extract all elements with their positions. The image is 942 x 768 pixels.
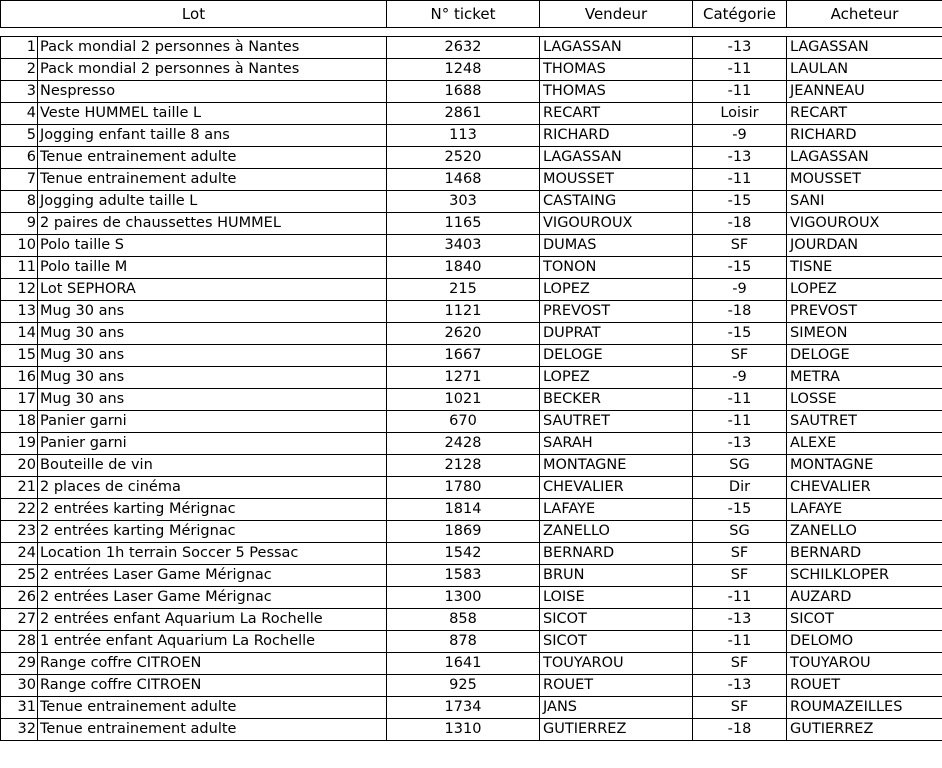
row-number[interactable]: 9	[1, 213, 38, 235]
categorie-cell[interactable]: SF	[693, 565, 787, 587]
row-number[interactable]: 18	[1, 411, 38, 433]
categorie-cell[interactable]: -15	[693, 323, 787, 345]
lot-cell[interactable]: Polo taille S	[38, 235, 387, 257]
categorie-cell[interactable]: -13	[693, 147, 787, 169]
ticket-cell[interactable]: 1734	[387, 697, 540, 719]
row-number[interactable]: 12	[1, 279, 38, 301]
row-number[interactable]: 2	[1, 59, 38, 81]
vendeur-cell[interactable]: GUTIERREZ	[540, 719, 693, 741]
lot-cell[interactable]: Tenue entrainement adulte	[38, 147, 387, 169]
acheteur-cell[interactable]: AUZARD	[787, 587, 942, 609]
table-row	[1, 675, 942, 697]
ticket-cell[interactable]: 113	[387, 125, 540, 147]
row-number[interactable]: 23	[1, 521, 38, 543]
categorie-cell[interactable]: -11	[693, 169, 787, 191]
lot-cell[interactable]: 2 paires de chaussettes HUMMEL	[38, 213, 387, 235]
acheteur-cell[interactable]: MONTAGNE	[787, 455, 942, 477]
header-categorie: Catégorie	[693, 1, 787, 28]
categorie-cell[interactable]: -9	[693, 367, 787, 389]
vendeur-cell[interactable]: BECKER	[540, 389, 693, 411]
categorie-cell[interactable]: SF	[693, 543, 787, 565]
acheteur-cell[interactable]: ALEXE	[787, 433, 942, 455]
vendeur-cell[interactable]: LOPEZ	[540, 279, 693, 301]
vendeur-cell[interactable]: JANS	[540, 697, 693, 719]
row-number[interactable]: 11	[1, 257, 38, 279]
table-row	[1, 367, 942, 389]
vendeur-cell[interactable]: LAGASSAN	[540, 147, 693, 169]
acheteur-cell[interactable]: DELOGE	[787, 345, 942, 367]
lot-cell[interactable]: 2 entrées karting Mérignac	[38, 521, 387, 543]
vendeur-cell[interactable]: SICOT	[540, 631, 693, 653]
header-vendeur: Vendeur	[540, 1, 693, 28]
categorie-cell[interactable]: -11	[693, 59, 787, 81]
table-row	[1, 587, 942, 609]
vendeur-cell[interactable]: RICHARD	[540, 125, 693, 147]
ticket-cell[interactable]: 1542	[387, 543, 540, 565]
ticket-cell[interactable]: 1667	[387, 345, 540, 367]
lot-cell[interactable]: Nespresso	[38, 81, 387, 103]
lot-cell[interactable]: Tenue entrainement adulte	[38, 697, 387, 719]
categorie-cell[interactable]: -11	[693, 411, 787, 433]
spacer-row	[1, 28, 942, 37]
vendeur-cell[interactable]: BRUN	[540, 565, 693, 587]
row-number[interactable]: 17	[1, 389, 38, 411]
ticket-cell[interactable]: 2632	[387, 37, 540, 59]
acheteur-cell[interactable]: DELOMO	[787, 631, 942, 653]
vendeur-cell[interactable]: LAFAYE	[540, 499, 693, 521]
table-row	[1, 103, 942, 125]
acheteur-cell[interactable]: LOPEZ	[787, 279, 942, 301]
header-ticket: N° ticket	[387, 1, 540, 28]
vendeur-cell[interactable]: PREVOST	[540, 301, 693, 323]
categorie-cell[interactable]: -9	[693, 125, 787, 147]
lot-cell[interactable]: 2 entrées Laser Game Mérignac	[38, 565, 387, 587]
table-row	[1, 125, 942, 147]
vendeur-cell[interactable]: TOUYAROU	[540, 653, 693, 675]
ticket-cell[interactable]: 215	[387, 279, 540, 301]
vendeur-cell[interactable]: THOMAS	[540, 59, 693, 81]
vendeur-cell[interactable]: CHEVALIER	[540, 477, 693, 499]
lot-cell[interactable]: Panier garni	[38, 411, 387, 433]
ticket-cell[interactable]: 1583	[387, 565, 540, 587]
table-row	[1, 389, 942, 411]
vendeur-cell[interactable]: LOISE	[540, 587, 693, 609]
ticket-cell[interactable]: 670	[387, 411, 540, 433]
row-number[interactable]: 16	[1, 367, 38, 389]
categorie-cell[interactable]: SF	[693, 345, 787, 367]
lot-cell[interactable]: Jogging enfant taille 8 ans	[38, 125, 387, 147]
lot-cell[interactable]: Polo taille M	[38, 257, 387, 279]
row-number[interactable]: 14	[1, 323, 38, 345]
row-number[interactable]: 20	[1, 455, 38, 477]
acheteur-cell[interactable]: CHEVALIER	[787, 477, 942, 499]
lot-cell[interactable]: Mug 30 ans	[38, 367, 387, 389]
vendeur-cell[interactable]: DUPRAT	[540, 323, 693, 345]
table-row	[1, 301, 942, 323]
vendeur-cell[interactable]: LOPEZ	[540, 367, 693, 389]
acheteur-cell[interactable]: ROUMAZEILLES	[787, 697, 942, 719]
row-number[interactable]: 4	[1, 103, 38, 125]
categorie-cell[interactable]: -13	[693, 609, 787, 631]
ticket-cell[interactable]: 1248	[387, 59, 540, 81]
categorie-cell[interactable]: SG	[693, 455, 787, 477]
acheteur-cell[interactable]: SAUTRET	[787, 411, 942, 433]
row-number[interactable]: 3	[1, 81, 38, 103]
lot-cell[interactable]: Pack mondial 2 personnes à Nantes	[38, 37, 387, 59]
vendeur-cell[interactable]: TONON	[540, 257, 693, 279]
vendeur-cell[interactable]: CASTAING	[540, 191, 693, 213]
vendeur-cell[interactable]: ZANELLO	[540, 521, 693, 543]
row-number[interactable]: 21	[1, 477, 38, 499]
table-row	[1, 279, 942, 301]
categorie-cell[interactable]: -11	[693, 587, 787, 609]
table-row	[1, 235, 942, 257]
table-row	[1, 455, 942, 477]
ticket-cell[interactable]: 1271	[387, 367, 540, 389]
categorie-cell[interactable]: -15	[693, 257, 787, 279]
table-row	[1, 147, 942, 169]
categorie-cell[interactable]: -18	[693, 719, 787, 741]
ticket-cell[interactable]: 1869	[387, 521, 540, 543]
table-row	[1, 477, 942, 499]
ticket-cell[interactable]: 1688	[387, 81, 540, 103]
row-number[interactable]: 22	[1, 499, 38, 521]
lot-cell[interactable]: Range coffre CITROEN	[38, 675, 387, 697]
acheteur-cell[interactable]: JEANNEAU	[787, 81, 942, 103]
acheteur-cell[interactable]: SICOT	[787, 609, 942, 631]
acheteur-cell[interactable]: GUTIERREZ	[787, 719, 942, 741]
acheteur-cell[interactable]: LAGASSAN	[787, 37, 942, 59]
categorie-cell[interactable]: SF	[693, 235, 787, 257]
ticket-cell[interactable]: 1814	[387, 499, 540, 521]
categorie-cell[interactable]: Loisir	[693, 103, 787, 125]
acheteur-cell[interactable]: LAGASSAN	[787, 147, 942, 169]
lot-cell[interactable]: Tenue entrainement adulte	[38, 719, 387, 741]
vendeur-cell[interactable]: VIGOUROUX	[540, 213, 693, 235]
ticket-cell[interactable]: 858	[387, 609, 540, 631]
ticket-cell[interactable]: 1840	[387, 257, 540, 279]
lot-cell[interactable]: Veste HUMMEL taille L	[38, 103, 387, 125]
ticket-cell[interactable]: 1468	[387, 169, 540, 191]
categorie-cell[interactable]: -11	[693, 631, 787, 653]
acheteur-cell[interactable]: RICHARD	[787, 125, 942, 147]
ticket-cell[interactable]: 2428	[387, 433, 540, 455]
table-row	[1, 719, 942, 741]
lot-cell[interactable]: 2 entrées enfant Aquarium La Rochelle	[38, 609, 387, 631]
categorie-cell[interactable]: -13	[693, 37, 787, 59]
lot-cell[interactable]: Panier garni	[38, 433, 387, 455]
categorie-cell[interactable]: -18	[693, 301, 787, 323]
table-row	[1, 191, 942, 213]
vendeur-cell[interactable]: RECART	[540, 103, 693, 125]
vendeur-cell[interactable]: SICOT	[540, 609, 693, 631]
ticket-cell[interactable]: 2128	[387, 455, 540, 477]
vendeur-cell[interactable]: MOUSSET	[540, 169, 693, 191]
table-body	[1, 37, 942, 741]
lot-cell[interactable]: Jogging adulte taille L	[38, 191, 387, 213]
row-number[interactable]: 29	[1, 653, 38, 675]
vendeur-cell[interactable]: DELOGE	[540, 345, 693, 367]
lot-cell[interactable]: 2 places de cinéma	[38, 477, 387, 499]
table-row	[1, 609, 942, 631]
table-row	[1, 433, 942, 455]
table-row	[1, 37, 942, 59]
table-row	[1, 345, 942, 367]
table-row	[1, 631, 942, 653]
vendeur-cell[interactable]: SAUTRET	[540, 411, 693, 433]
table-row	[1, 213, 942, 235]
categorie-cell[interactable]: -11	[693, 389, 787, 411]
categorie-cell[interactable]: -11	[693, 81, 787, 103]
categorie-cell[interactable]: SF	[693, 697, 787, 719]
ticket-cell[interactable]: 2520	[387, 147, 540, 169]
ticket-cell[interactable]: 3403	[387, 235, 540, 257]
acheteur-cell[interactable]: LAULAN	[787, 59, 942, 81]
row-number[interactable]: 1	[1, 37, 38, 59]
lot-cell[interactable]: Pack mondial 2 personnes à Nantes	[38, 59, 387, 81]
acheteur-cell[interactable]: PREVOST	[787, 301, 942, 323]
header-acheteur: Acheteur	[787, 1, 942, 28]
vendeur-cell[interactable]: MONTAGNE	[540, 455, 693, 477]
lot-cell[interactable]: 1 entrée enfant Aquarium La Rochelle	[38, 631, 387, 653]
acheteur-cell[interactable]: SIMEON	[787, 323, 942, 345]
lot-cell[interactable]: Mug 30 ans	[38, 389, 387, 411]
ticket-cell[interactable]: 303	[387, 191, 540, 213]
lot-cell[interactable]: Tenue entrainement adulte	[38, 169, 387, 191]
acheteur-cell[interactable]: ZANELLO	[787, 521, 942, 543]
table-row	[1, 411, 942, 433]
acheteur-cell[interactable]: SANI	[787, 191, 942, 213]
header-lot: Lot	[1, 1, 387, 28]
row-number[interactable]: 6	[1, 147, 38, 169]
row-number[interactable]: 27	[1, 609, 38, 631]
lot-cell[interactable]: Mug 30 ans	[38, 301, 387, 323]
ticket-cell[interactable]: 1300	[387, 587, 540, 609]
acheteur-cell[interactable]: VIGOUROUX	[787, 213, 942, 235]
categorie-cell[interactable]: -18	[693, 213, 787, 235]
row-number[interactable]: 25	[1, 565, 38, 587]
spacer-cell	[1, 28, 942, 37]
ticket-cell[interactable]: 1641	[387, 653, 540, 675]
header-row	[1, 1, 942, 28]
acheteur-cell[interactable]: RECART	[787, 103, 942, 125]
row-number[interactable]: 10	[1, 235, 38, 257]
ticket-cell[interactable]: 1165	[387, 213, 540, 235]
categorie-cell[interactable]: -15	[693, 191, 787, 213]
vendeur-cell[interactable]: SARAH	[540, 433, 693, 455]
row-number[interactable]: 8	[1, 191, 38, 213]
row-number[interactable]: 26	[1, 587, 38, 609]
ticket-cell[interactable]: 2620	[387, 323, 540, 345]
ticket-cell[interactable]: 1780	[387, 477, 540, 499]
categorie-cell[interactable]: SG	[693, 521, 787, 543]
row-number[interactable]: 13	[1, 301, 38, 323]
ticket-cell[interactable]: 878	[387, 631, 540, 653]
table-row	[1, 59, 942, 81]
acheteur-cell[interactable]: MOUSSET	[787, 169, 942, 191]
acheteur-cell[interactable]: ROUET	[787, 675, 942, 697]
vendeur-cell[interactable]: BERNARD	[540, 543, 693, 565]
lot-cell[interactable]: Lot SEPHORA	[38, 279, 387, 301]
row-number[interactable]: 7	[1, 169, 38, 191]
table-row	[1, 543, 942, 565]
lot-cell[interactable]: Location 1h terrain Soccer 5 Pessac	[38, 543, 387, 565]
row-number[interactable]: 28	[1, 631, 38, 653]
row-number[interactable]: 15	[1, 345, 38, 367]
table-row	[1, 653, 942, 675]
lot-cell[interactable]: Mug 30 ans	[38, 345, 387, 367]
acheteur-cell[interactable]: LOSSE	[787, 389, 942, 411]
table-row	[1, 323, 942, 345]
lot-cell[interactable]: Mug 30 ans	[38, 323, 387, 345]
vendeur-cell[interactable]: LAGASSAN	[540, 37, 693, 59]
lot-cell[interactable]: 2 entrées Laser Game Mérignac	[38, 587, 387, 609]
row-number[interactable]: 32	[1, 719, 38, 741]
row-number[interactable]: 30	[1, 675, 38, 697]
ticket-cell[interactable]: 1121	[387, 301, 540, 323]
categorie-cell[interactable]: SF	[693, 653, 787, 675]
categorie-cell[interactable]: -15	[693, 499, 787, 521]
acheteur-cell[interactable]: LAFAYE	[787, 499, 942, 521]
row-number[interactable]: 31	[1, 697, 38, 719]
acheteur-cell[interactable]: TOUYAROU	[787, 653, 942, 675]
categorie-cell[interactable]: -13	[693, 433, 787, 455]
acheteur-cell[interactable]: JOURDAN	[787, 235, 942, 257]
acheteur-cell[interactable]: SCHILKLOPER	[787, 565, 942, 587]
acheteur-cell[interactable]: TISNE	[787, 257, 942, 279]
row-number[interactable]: 24	[1, 543, 38, 565]
vendeur-cell[interactable]: THOMAS	[540, 81, 693, 103]
categorie-cell[interactable]: -13	[693, 675, 787, 697]
categorie-cell[interactable]: -9	[693, 279, 787, 301]
vendeur-cell[interactable]: DUMAS	[540, 235, 693, 257]
table-row	[1, 81, 942, 103]
table-row	[1, 565, 942, 587]
ticket-cell[interactable]: 2861	[387, 103, 540, 125]
table-row	[1, 169, 942, 191]
vendeur-cell[interactable]: ROUET	[540, 675, 693, 697]
categorie-cell[interactable]: Dir	[693, 477, 787, 499]
table-row	[1, 499, 942, 521]
row-number[interactable]: 5	[1, 125, 38, 147]
ticket-cell[interactable]: 1021	[387, 389, 540, 411]
lot-cell[interactable]: Range coffre CITROEN	[38, 653, 387, 675]
lot-cell[interactable]: 2 entrées karting Mérignac	[38, 499, 387, 521]
ticket-cell[interactable]: 925	[387, 675, 540, 697]
acheteur-cell[interactable]: METRA	[787, 367, 942, 389]
table-row	[1, 257, 942, 279]
table-row	[1, 521, 942, 543]
lot-cell[interactable]: Bouteille de vin	[38, 455, 387, 477]
table-row	[1, 697, 942, 719]
acheteur-cell[interactable]: BERNARD	[787, 543, 942, 565]
row-number[interactable]: 19	[1, 433, 38, 455]
ticket-cell[interactable]: 1310	[387, 719, 540, 741]
